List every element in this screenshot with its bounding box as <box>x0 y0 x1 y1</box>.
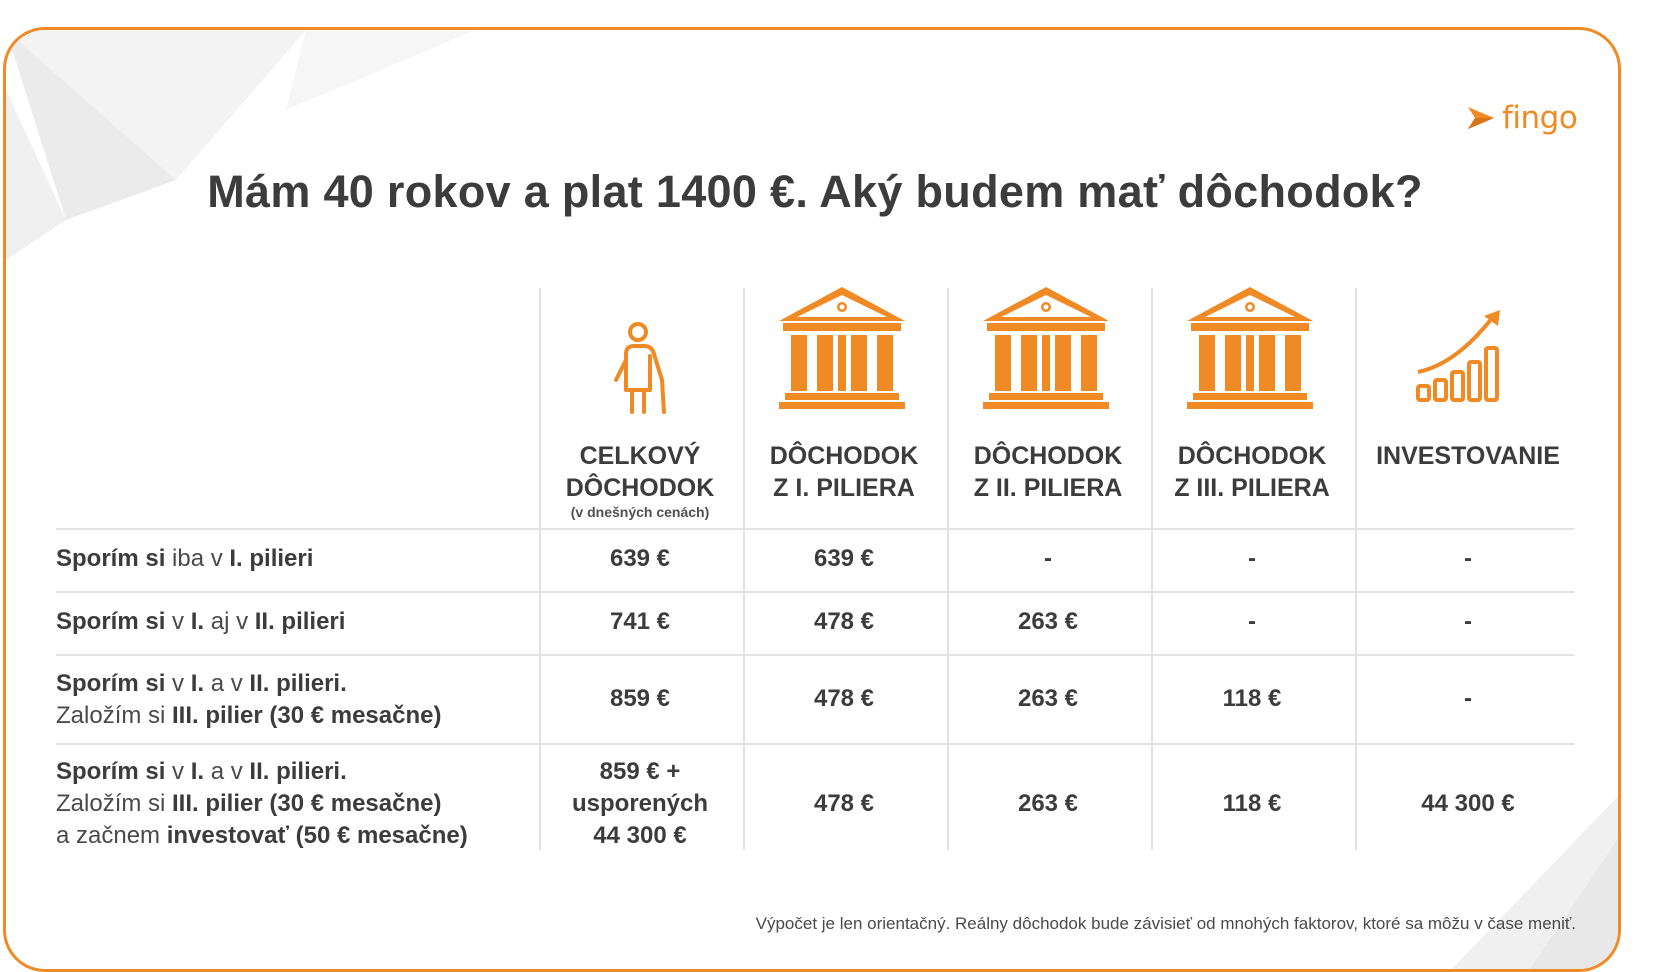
infographic-card <box>3 27 1621 972</box>
row-divider <box>56 654 1574 656</box>
table-cell: 263 € <box>1017 790 1079 817</box>
row-label-segment: Založím si <box>56 702 173 729</box>
row-label-segment: I. <box>190 670 205 697</box>
column-header-line: DÔCHODOK <box>769 442 919 470</box>
growth-chart-icon <box>1414 308 1504 410</box>
table-cell: 639 € <box>813 545 875 572</box>
column-header-pillar-2 <box>958 440 1138 504</box>
column-header-line: INVESTOVANIE <box>1376 442 1560 470</box>
row-label-segment: a začnem <box>56 822 167 849</box>
table-cell: - <box>1464 545 1472 572</box>
row-label-segment: III. pilier (30 € mesačne) <box>172 790 442 817</box>
row-label-line <box>56 543 313 575</box>
table-cell: 478 € <box>813 685 875 712</box>
row-label-segment: a v <box>204 758 250 785</box>
table-cell: 859 € + usporených 44 300 € <box>571 758 709 849</box>
column-header-line: CELKOVÝ <box>579 442 701 470</box>
row-label-segment: Sporím si <box>56 608 166 635</box>
row-label <box>56 606 345 638</box>
column-header-total <box>550 440 730 520</box>
table-cell: - <box>1464 608 1472 635</box>
footnote: Výpočet je len orientačný. Reálny dôchodok bude závisieť od mnohých faktorov, ktoré sa môžu v čase meniť. <box>755 914 1576 933</box>
table-cell: - <box>1464 685 1472 712</box>
column-header-investing <box>1368 440 1568 472</box>
table-cell: - <box>1248 545 1256 572</box>
row-label-segment: I. pilieri <box>229 545 314 572</box>
elderly-person-icon <box>604 320 679 415</box>
table-cell: 478 € <box>813 608 875 635</box>
row-label-line <box>56 756 468 788</box>
column-header-line: DÔCHODOK <box>973 442 1123 470</box>
bank-building-icon <box>1185 285 1315 410</box>
row-label <box>56 756 468 852</box>
column-header-line: DÔCHODOK <box>1177 442 1327 470</box>
column-header-line: Z II. PILIERA <box>973 474 1123 502</box>
table-cell: - <box>1044 545 1052 572</box>
fingo-logo <box>1466 100 1577 136</box>
table-cell: - <box>1248 608 1256 635</box>
table-cell: 118 € <box>1222 790 1282 817</box>
row-label-segment: Založím si <box>56 790 173 817</box>
row-label-segment: II. pilieri. <box>249 758 347 785</box>
row-divider <box>56 528 1574 530</box>
bank-building-icon <box>981 285 1111 410</box>
row-label-segment: a v <box>204 670 250 697</box>
table-cell: 639 € <box>609 545 671 572</box>
row-label-segment: II. pilieri <box>254 608 346 635</box>
table-cell: 44 300 € <box>1421 790 1515 817</box>
table-cell: 478 € <box>813 790 875 817</box>
row-divider <box>56 743 1574 745</box>
row-label-segment: aj v <box>204 608 255 635</box>
row-label-segment: I. <box>190 608 205 635</box>
row-label-segment: Sporím si <box>56 670 166 697</box>
row-label-segment: investovať (50 € mesačne) <box>166 822 468 849</box>
row-label-segment: Sporím si <box>56 545 166 572</box>
row-label-segment: III. pilier (30 € mesačne) <box>172 702 442 729</box>
paper-plane-icon <box>1466 103 1496 133</box>
bank-building-icon <box>777 285 907 410</box>
row-label-line <box>56 820 468 852</box>
column-header-pillar-1 <box>754 440 934 504</box>
row-label <box>56 543 313 575</box>
column-header-subtitle: (v dnešných cenách) <box>570 504 710 520</box>
row-label-segment: I. <box>190 758 205 785</box>
table-cell: 263 € <box>1017 685 1079 712</box>
table-cell: 741 € <box>609 608 671 635</box>
row-label-line <box>56 606 345 638</box>
logo-text: fingo <box>1502 100 1578 136</box>
row-label-segment: v <box>165 758 191 785</box>
table-cell: 859 € <box>609 685 671 712</box>
table-cell: 118 € <box>1222 685 1282 712</box>
row-label <box>56 668 441 732</box>
row-label-segment: II. pilieri. <box>249 670 347 697</box>
row-label-segment: iba v <box>165 545 230 572</box>
row-label-line <box>56 668 441 700</box>
column-header-line: Z III. PILIERA <box>1174 474 1330 502</box>
column-header-line: DÔCHODOK <box>565 474 715 502</box>
row-label-segment: Sporím si <box>56 758 166 785</box>
row-label-line <box>56 788 468 820</box>
page-title: Mám 40 rokov a plat 1400 €. Aký budem mať dôchodok? <box>207 166 1423 217</box>
row-label-segment: v <box>165 608 191 635</box>
row-divider <box>56 591 1574 593</box>
table-cell: 263 € <box>1017 608 1079 635</box>
row-label-segment: v <box>165 670 191 697</box>
column-header-line: Z I. PILIERA <box>773 474 915 502</box>
column-header-pillar-3 <box>1162 440 1342 504</box>
column-divider <box>1355 288 1357 850</box>
row-label-line <box>56 700 441 732</box>
